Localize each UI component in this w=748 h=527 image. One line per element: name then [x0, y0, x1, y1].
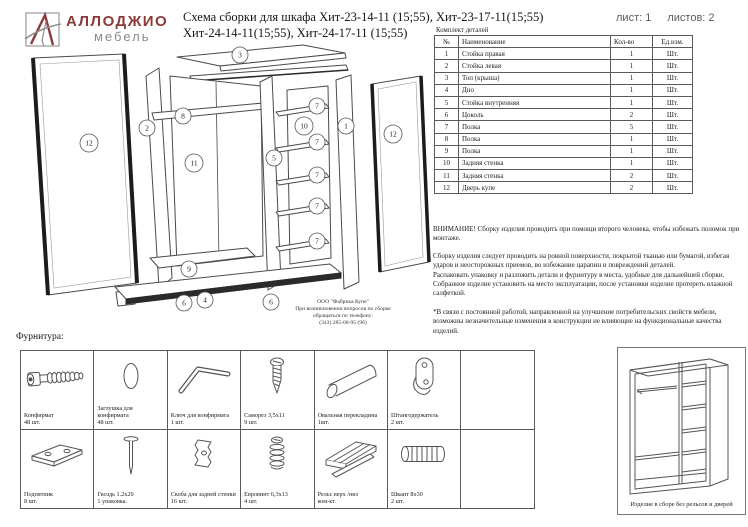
svg-text:10: 10	[300, 121, 308, 131]
hardware-name: Гвоздь 1.2х20	[97, 491, 134, 498]
col-name: Наименование	[459, 36, 611, 48]
svg-text:7: 7	[315, 170, 319, 180]
hardware-qty: 9 шт.	[244, 419, 258, 426]
hardware-cell	[240, 429, 313, 508]
factory-name: ООО "Фабрика Купе"	[317, 299, 369, 305]
svg-text:6: 6	[182, 298, 186, 308]
hardware-cell	[167, 429, 240, 508]
hardware-cell	[93, 429, 166, 508]
part-callout	[181, 261, 197, 277]
rail-icon	[318, 434, 384, 484]
parts-table-section	[434, 27, 692, 194]
hardware-name: Ключ для конфирмата	[170, 412, 230, 419]
table-row: 7 Полка 5 Шт.	[435, 121, 693, 133]
back-panel-clip-icon	[171, 434, 237, 482]
title-line-2: Хит-24-14-11(15;55), Хит-24-17-11 (15;55)	[183, 26, 408, 40]
svg-text:8: 8	[181, 111, 185, 121]
hardware-cell	[240, 350, 313, 429]
hardware-qty: 1 упаковка.	[97, 498, 128, 505]
title-line-1: Схема сборки для шкафа Хит-23-14-11 (15;55), Хит-23-17-11(15;55)	[183, 10, 544, 24]
hardware-cell	[387, 350, 460, 429]
col-qty: Кол-во	[611, 36, 653, 48]
hardware-qty: 1шт.	[317, 419, 330, 426]
svg-text:12: 12	[85, 138, 93, 148]
hardware-cell-empty	[460, 350, 533, 429]
euro-screw-icon	[244, 434, 310, 482]
hardware-name: Скоба для задней стенки	[170, 491, 236, 498]
svg-text:9: 9	[187, 264, 191, 274]
part-callout	[338, 118, 354, 134]
hardware-grid	[20, 350, 535, 509]
note-paragraph: Сборку изделия следует проводить на ровной поверхности, покрытой тканью или бумагой, избегая ударов и неосторожных приемов, во избежание царапин и повреждений деталей.	[433, 251, 730, 270]
hardware-qty: 1 шт.	[170, 419, 184, 426]
note-paragraph: Распаковать упаковку и разложить детали и фурнитуру в места, удобные для дальнейшей сборки.	[433, 270, 725, 279]
part-callout	[185, 154, 203, 172]
part-callout	[295, 117, 313, 135]
col-number: №	[435, 36, 459, 48]
hardware-name: Конфирмат	[24, 412, 54, 419]
svg-text:4: 4	[203, 295, 207, 305]
table-row: 6 Цоколь 2 Шт.	[435, 109, 693, 121]
nail-icon	[98, 434, 164, 484]
factory-note: При возникновении вопросов по сборке	[295, 306, 391, 312]
self-tapping-screw-icon	[244, 355, 310, 401]
part-callout	[309, 233, 325, 249]
hardware-qty: 16 шт.	[170, 498, 188, 505]
hardware-qty: 48 шт.	[97, 419, 114, 426]
part-callout	[197, 292, 213, 308]
svg-text:6: 6	[269, 297, 273, 307]
part-callout	[232, 47, 248, 63]
hardware-cell	[314, 350, 387, 429]
table-header-row	[435, 36, 693, 48]
hardware-cell	[167, 350, 240, 429]
note-paragraph: *В связи с постоянной работой, направленной на улучшение потребительских свойств мебели, возможны незначительные изменения в конструкции не влияющие на функциональные качества изделий.	[433, 307, 722, 335]
part-callout	[384, 125, 402, 143]
hardware-title: Фурнитура:	[16, 332, 64, 342]
note-paragraph: Собранное изделие установить на место эксплуатации, после установки изделие протереть влажной салфеткой.	[433, 280, 733, 298]
table-row: 1 Стойка правая 1 Шт.	[435, 48, 693, 60]
factory-info	[248, 299, 438, 327]
table-row: 9 Полка 1 Шт.	[435, 145, 693, 157]
hardware-qty: 48 шт.	[24, 419, 41, 426]
brand-name: АЛЛОДЖИО	[66, 13, 169, 30]
part-callout	[139, 120, 155, 136]
hardware-name: Заглушка для конфирмата	[97, 405, 133, 419]
hardware-qty: 4 шт.	[244, 498, 258, 505]
table-row: 11 Задняя стенка 2 Шт.	[435, 170, 693, 182]
svg-text:2: 2	[145, 123, 149, 133]
parts-table	[434, 35, 693, 194]
confirmat-screw-icon	[24, 355, 90, 401]
table-row: 3 Топ (крыша) 1 Шт.	[435, 72, 693, 84]
warning-text: ВНИМАНИЕ! Сборку изделия проводить при помощи второго человека, чтобы избежать поломок при монтаже.	[433, 225, 740, 243]
hardware-name: Овальная перекладина	[317, 412, 378, 419]
svg-text:7: 7	[315, 236, 319, 246]
wardrobe-parts	[33, 45, 429, 306]
hardware-cell	[20, 350, 93, 429]
table-row: 4 Дно 1 Шт.	[435, 84, 693, 96]
part-callout	[309, 134, 325, 150]
hardware-cell-empty	[460, 429, 533, 508]
part-callout	[309, 167, 325, 183]
rod-holder-icon	[391, 355, 457, 407]
parts-table-title: Комплект деталей	[436, 27, 489, 34]
hardware-name: Рельс верх /низ	[317, 491, 359, 498]
hardware-qty: 8 шт.	[24, 498, 38, 505]
factory-phone: (343) 285-00-95 (96)	[319, 320, 367, 326]
table-row: 8 Полка 1 Шт.	[435, 133, 693, 145]
svg-text:3: 3	[238, 50, 242, 60]
table-row: 12 Дверь купе 2 Шт.	[435, 182, 693, 194]
factory-note2: обращаться по телефону:	[312, 313, 374, 319]
hex-key-icon	[171, 355, 237, 401]
hardware-qty: ком-кт.	[317, 498, 336, 505]
svg-text:7: 7	[315, 201, 319, 211]
svg-text:5: 5	[272, 153, 276, 163]
part-callout	[309, 198, 325, 214]
assembly-diagram	[20, 42, 435, 314]
svg-text:7: 7	[315, 137, 319, 147]
svg-text:1: 1	[344, 121, 348, 131]
hardware-cell	[20, 429, 93, 508]
sheet-info	[616, 12, 715, 24]
svg-text:7: 7	[315, 101, 319, 111]
wardrobe-drawing-icon	[618, 350, 745, 496]
sheet-number: лист: 1	[616, 12, 652, 24]
hardware-qty: 2 шт.	[390, 419, 405, 426]
part-callout	[176, 295, 192, 311]
dowel-icon	[391, 434, 457, 480]
assembled-unit-preview	[617, 347, 746, 515]
part-callout	[80, 134, 98, 152]
hardware-name: Саморез 3,5х11	[244, 412, 285, 419]
confirmat-cap-icon	[98, 355, 164, 401]
hardware-qty: 2 шт.	[390, 498, 405, 505]
table-row: 5 Стойка внутренняя 1 Шт.	[435, 96, 693, 108]
table-row: 10 Задняя стенка 1 Шт.	[435, 157, 693, 169]
part-callout	[266, 150, 282, 166]
assembly-notes	[433, 225, 741, 336]
footplate-icon	[24, 434, 90, 480]
svg-text:12: 12	[389, 129, 397, 139]
svg-text:11: 11	[190, 158, 198, 168]
assembled-caption: Изделие в сборе без рельсов и дверей	[630, 501, 733, 508]
hardware-cell	[314, 429, 387, 508]
oval-rod-icon	[318, 355, 384, 405]
hardware-name: Подпятник	[24, 491, 54, 498]
part-callout	[175, 108, 191, 124]
brand-subtitle: мебель	[94, 29, 151, 44]
part-callout	[309, 98, 325, 114]
hardware-cell	[93, 350, 166, 429]
sheets-total: листов: 2	[667, 12, 715, 24]
table-row: 2 Стойка левая 1 Шт.	[435, 60, 693, 72]
hardware-cell	[387, 429, 460, 508]
hardware-name: Штангодержатель	[390, 412, 439, 419]
col-unit: Ед.изм.	[653, 36, 693, 48]
hardware-name: Евровинт 6,3х13	[244, 491, 288, 498]
hardware-name: Шкант 8х30	[390, 491, 423, 498]
